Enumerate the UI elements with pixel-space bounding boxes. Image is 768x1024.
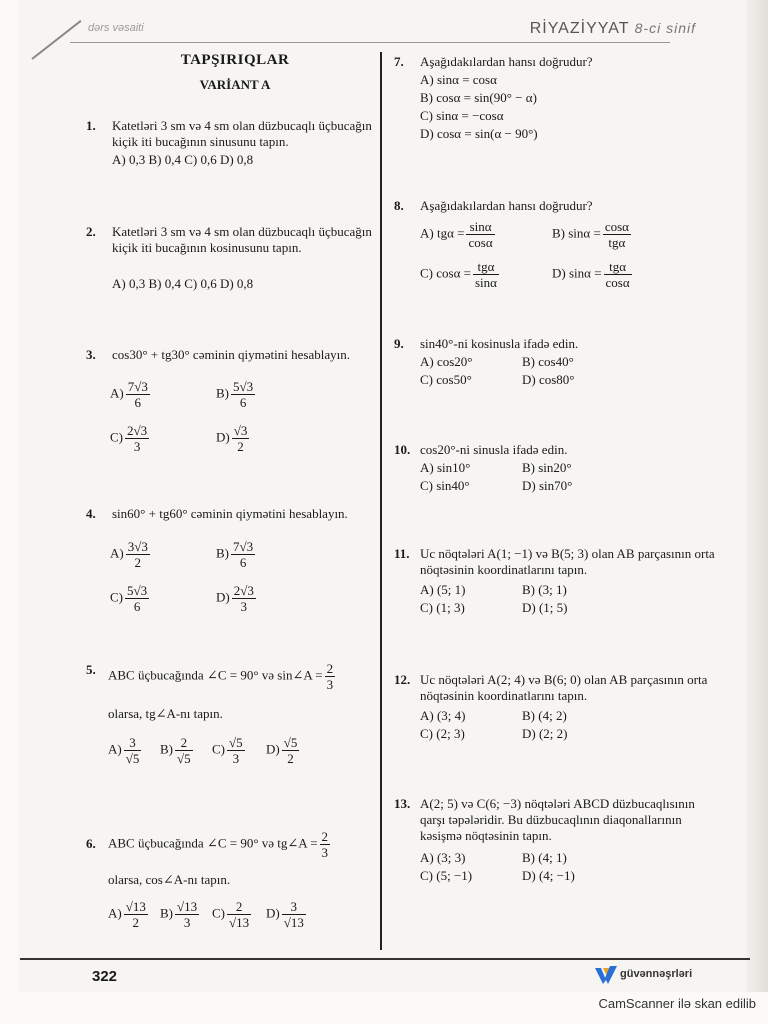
option-b: B) (4; 2) <box>522 708 567 723</box>
fraction <box>227 736 245 765</box>
numerator: √5 <box>283 735 298 750</box>
numerator: 2 <box>321 829 329 844</box>
numerator: 2 <box>227 900 251 915</box>
question-6-text <box>108 830 332 859</box>
option-d <box>216 424 251 453</box>
fraction <box>282 736 300 765</box>
option-b <box>160 736 195 765</box>
question-text: ABC üçbucağında ∠C = 90° və sin∠A = <box>108 667 323 683</box>
fraction <box>175 736 193 765</box>
denominator: cosα <box>605 275 630 290</box>
denominator: tgα <box>608 235 626 250</box>
option-c <box>110 584 151 613</box>
option-b: B) cosα = sin(90° − α) <box>420 90 537 105</box>
option-a: A) (5; 1) <box>420 582 466 597</box>
fraction <box>125 424 149 453</box>
question-text: sin40°-ni kosinusla ifadə edin. <box>420 336 579 351</box>
question-number: 13. <box>394 796 411 811</box>
option-label: C) <box>110 589 123 605</box>
denominator: cosα <box>468 235 493 250</box>
option-a <box>110 540 152 569</box>
fraction <box>126 540 150 569</box>
question-number: 7. <box>394 54 404 69</box>
question-number: 3. <box>86 347 96 362</box>
denominator: 3 <box>183 915 191 930</box>
question-7 <box>394 54 714 144</box>
option-d <box>216 584 258 613</box>
option-label: D) <box>266 905 280 921</box>
option-a <box>110 380 152 409</box>
question-number: 2. <box>86 224 96 239</box>
question-12 <box>394 672 714 748</box>
option-d: D) sin70° <box>522 478 573 493</box>
question-text: Katetləri 3 sm və 4 sm olan düzbucaqlı üçbucağın kiçik iti bucağının sinusunu tapın. <box>112 118 372 149</box>
fraction <box>603 220 631 249</box>
option-label: B) <box>216 385 229 401</box>
question-number: 6. <box>86 836 96 851</box>
option-label: C) <box>110 429 123 445</box>
denominator: 2 <box>287 751 294 766</box>
option-d: D) (2; 2) <box>522 726 568 741</box>
option-b <box>552 220 633 249</box>
denominator: 3 <box>133 439 141 454</box>
option-c: C) (5; −1) <box>420 868 473 883</box>
question-13 <box>394 796 716 888</box>
option-b: B) cos40° <box>522 354 574 369</box>
option-label: C) <box>212 741 225 757</box>
option-label: B) <box>216 545 229 561</box>
numerator: 5√3 <box>233 379 254 394</box>
option-b <box>160 900 201 929</box>
question-text: Uc nöqtələri A(2; 4) və B(6; 0) olan AB parçasının orta nöqtəsinin koordinatlarını tapın. <box>420 672 708 703</box>
question-11 <box>394 546 714 622</box>
option-c: C) cos50° <box>420 372 472 387</box>
option-label: D) sinα = <box>552 265 602 281</box>
fraction <box>282 900 306 929</box>
question-6-text-continued: olarsa, cos∠A-nı tapın. <box>108 872 231 887</box>
question-number: 4. <box>86 506 96 521</box>
option-d <box>266 900 308 929</box>
question-5-text <box>108 662 337 691</box>
question-8 <box>394 198 714 218</box>
numerator: tgα <box>473 260 499 275</box>
option-label: A) <box>108 741 122 757</box>
option-c: C) sin40° <box>420 478 470 493</box>
fraction <box>124 736 142 765</box>
fraction <box>604 260 632 289</box>
question-text: ABC üçbucağında ∠C = 90° və tg∠A = <box>108 835 318 851</box>
numerator: sinα <box>466 220 494 235</box>
option-b: B) (4; 1) <box>522 850 567 865</box>
option-label: A) tgα = <box>420 225 465 241</box>
header-subject <box>530 20 696 38</box>
option-c <box>110 424 151 453</box>
option-label: D) <box>216 429 230 445</box>
question-number: 5. <box>86 662 96 677</box>
question-number: 9. <box>394 336 404 351</box>
question-3 <box>86 347 372 477</box>
option-label: B) sinα = <box>552 225 601 241</box>
option-label: C) <box>212 905 225 921</box>
header-rule <box>70 42 670 43</box>
option-d: D) (1; 5) <box>522 600 568 615</box>
option-a: A) (3; 4) <box>420 708 466 723</box>
option-label: A) <box>110 385 124 401</box>
question-text: sin60° + tg60° cəminin qiymətini hesablayın. <box>112 506 348 521</box>
numerator: √13 <box>125 899 146 914</box>
question-number: 8. <box>394 198 404 213</box>
subject-title: RİYAZİYYAT <box>529 20 630 37</box>
fraction <box>124 900 148 929</box>
question-text: cos20°-ni sinusla ifadə edin. <box>420 442 568 457</box>
denominator: 6 <box>239 395 247 410</box>
question-number: 1. <box>86 118 96 133</box>
publisher-logo-icon <box>594 964 618 986</box>
variant-title: VARİANT A <box>199 77 271 92</box>
question-10 <box>394 442 714 498</box>
option-c: C) (2; 3) <box>420 726 465 741</box>
option-c <box>212 900 253 929</box>
grade-label: 8-ci sinif <box>634 20 696 36</box>
page-edge-shadow <box>746 0 768 992</box>
page-number: 322 <box>92 968 118 985</box>
fraction <box>466 220 494 249</box>
option-d: D) cos80° <box>522 372 575 387</box>
option-label: A) <box>110 545 124 561</box>
numerator: √13 <box>177 899 198 914</box>
question-5-text-continued: olarsa, tg∠A-nı tapın. <box>108 706 223 721</box>
denominator: 6 <box>134 395 142 410</box>
option-d: D) (4; −1) <box>522 868 575 883</box>
page-title: TAPŞIRIQLAR <box>180 52 290 68</box>
fraction <box>320 830 331 859</box>
option-label: D) <box>216 589 230 605</box>
denominator: √13 <box>283 915 304 930</box>
option-c: C) sinα = −cosα <box>420 108 504 123</box>
numerator: 2√3 <box>127 423 148 438</box>
denominator: 3 <box>240 599 248 614</box>
question-9 <box>394 336 714 392</box>
option-a: A) (3; 3) <box>420 850 466 865</box>
fraction <box>232 424 250 453</box>
denominator: 2 <box>237 439 244 454</box>
numerator: 7√3 <box>233 539 254 554</box>
denominator: sinα <box>474 275 497 290</box>
question-options: A) 0,3 B) 0,4 C) 0,6 D) 0,8 <box>112 152 254 167</box>
fraction <box>227 900 251 929</box>
option-label: B) <box>160 905 173 921</box>
publisher-name: güvənnəşrləri <box>620 968 693 980</box>
question-number: 11. <box>394 546 410 561</box>
denominator: 6 <box>133 599 141 614</box>
numerator: 2 <box>326 661 334 676</box>
option-label: B) <box>160 741 173 757</box>
question-text: Aşağıdakılardan hansı doğrudur? <box>420 198 593 213</box>
column-divider <box>380 52 382 950</box>
question-options: A) 0,3 B) 0,4 C) 0,6 D) 0,8 <box>112 276 254 291</box>
numerator: 2 <box>175 736 193 751</box>
question-text: Aşağıdakılardan hansı doğrudur? <box>420 54 593 69</box>
option-label: D) <box>266 741 280 757</box>
denominator: √5 <box>177 751 191 766</box>
denominator: 3 <box>232 751 240 766</box>
numerator: 3 <box>282 900 306 915</box>
question-text: Uc nöqtələri A(1; −1) və B(5; 3) olan AB parçasının orta nöqtəsinin koordinatlarını tapın. <box>420 546 715 577</box>
question-2 <box>86 224 372 294</box>
option-c <box>420 260 501 289</box>
option-a: A) cos20° <box>420 354 473 369</box>
question-text: Katetləri 3 sm və 4 sm olan düzbucaqlı üçbucağın kiçik iti bucağının kosinusunu tapın. <box>112 224 372 255</box>
denominator: 3 <box>321 845 329 860</box>
numerator: cosα <box>604 219 629 234</box>
denominator: √13 <box>229 915 250 930</box>
option-d: D) cosα = sin(α − 90°) <box>420 126 538 141</box>
numerator: 3√3 <box>127 539 148 554</box>
option-a <box>108 736 143 765</box>
fraction <box>126 380 150 409</box>
question-text: A(2; 5) və C(6; −3) nöqtələri ABCD düzbucaqlısının qarşı təpələridir. Bu düzbucaqlının diaqonallarının kəsişmə nöqtəsinin tapın. <box>420 796 695 843</box>
numerator: 2√3 <box>233 583 254 598</box>
question-1 <box>86 118 372 178</box>
footer-rule <box>20 958 750 960</box>
fraction <box>325 662 336 691</box>
fraction <box>473 260 499 289</box>
fraction <box>231 540 255 569</box>
option-label: C) cosα = <box>420 265 471 281</box>
fraction <box>232 584 256 613</box>
numerator: 3 <box>124 736 142 751</box>
option-a: A) sin10° <box>420 460 471 475</box>
numerator: 7√3 <box>127 379 148 394</box>
numerator: √5 <box>229 735 243 750</box>
option-d <box>266 736 301 765</box>
numerator: 5√3 <box>127 583 148 598</box>
numerator: √3 <box>233 423 248 438</box>
question-text: cos30° + tg30° cəminin qiymətini hesablayın. <box>112 347 350 362</box>
fraction <box>231 380 255 409</box>
denominator: √5 <box>125 751 140 766</box>
numerator: tgα <box>604 260 632 275</box>
option-b: B) (3; 1) <box>522 582 567 597</box>
denominator: 6 <box>239 555 247 570</box>
fraction <box>175 900 199 929</box>
denominator: 2 <box>132 915 140 930</box>
fraction <box>125 584 149 613</box>
option-label: A) <box>108 905 122 921</box>
denominator: 2 <box>134 555 142 570</box>
question-number: 12. <box>394 672 411 687</box>
scanner-watermark: CamScanner ilə skan edilib <box>598 996 756 1011</box>
option-a <box>108 900 150 929</box>
option-c: C) (1; 3) <box>420 600 465 615</box>
question-4 <box>86 506 372 526</box>
option-d <box>552 260 634 289</box>
header-left-text: dərs vəsaiti <box>88 22 144 34</box>
option-a: A) sinα = cosα <box>420 72 497 87</box>
option-b: B) sin20° <box>522 460 572 475</box>
option-a <box>420 220 497 249</box>
option-c <box>212 736 247 765</box>
question-number: 10. <box>394 442 411 457</box>
option-b <box>216 380 257 409</box>
denominator: 3 <box>326 677 334 692</box>
option-b <box>216 540 257 569</box>
